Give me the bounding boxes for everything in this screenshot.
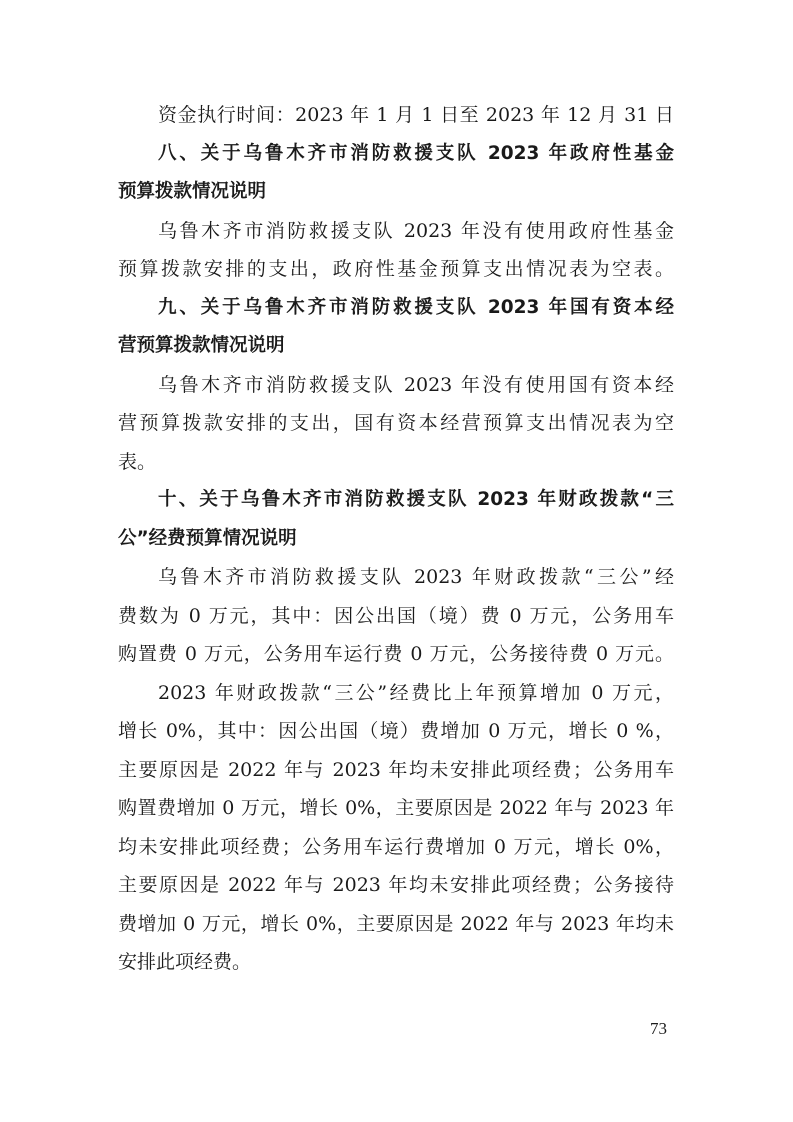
body-text-line: 购置费 0 万元，公务用车运行费 0 万元，公务接待费 0 万元。 <box>118 643 674 665</box>
body-text-line: 均未安排此项经费；公务用车运行费增加 0 万元，增长 0%， <box>118 835 674 858</box>
body-text-line: 乌鲁木齐市消防救援支队 2023 年财政拨款“三公”经 <box>158 566 674 588</box>
body-text-line: 乌鲁木齐市消防救援支队 2023 年没有使用政府性基金 <box>158 219 674 242</box>
body-text-line: 增长 0%，其中：因公出国（境）费增加 0 万元，增长 0 %， <box>118 720 674 742</box>
body-text-line: 资金执行时间：2023 年 1 月 1 日至 2023 年 12 月 31 日 <box>158 104 674 126</box>
section-heading-line: 八、关于乌鲁木齐市消防救援支队 2023 年政府性基金 <box>158 142 674 164</box>
page-number: 73 <box>650 1019 667 1038</box>
body-text-line: 主要原因是 2022 年与 2023 年均未安排此项经费；公务用车 <box>118 758 674 781</box>
body-text-line: 营预算拨款安排的支出，国有资本经营预算支出情况表为空 <box>118 412 674 434</box>
section-heading-line: 公”经费预算情况说明 <box>118 527 297 549</box>
section-heading-line: 预算拨款情况说明 <box>118 181 267 202</box>
body-text-line: 安排此项经费。 <box>118 951 252 973</box>
body-text-line: 2023 年财政拨款“三公”经费比上年预算增加 0 万元， <box>158 681 674 704</box>
body-text-line: 费增加 0 万元，增长 0%，主要原因是 2022 年与 2023 年均未 <box>118 912 674 935</box>
section-heading-line: 十、关于乌鲁木齐市消防救援支队 2023 年财政拨款“三 <box>158 489 674 510</box>
body-text-line: 费数为 0 万元，其中：因公出国（境）费 0 万元，公务用车 <box>118 604 674 627</box>
body-text-line: 预算拨款安排的支出，政府性基金预算支出情况表为空表。 <box>118 258 674 280</box>
body-text-line: 主要原因是 2022 年与 2023 年均未安排此项经费；公务接待 <box>118 874 674 896</box>
section-heading-line: 九、关于乌鲁木齐市消防救援支队 2023 年国有资本经 <box>158 296 674 318</box>
body-text-line: 购置费增加 0 万元，增长 0%，主要原因是 2022 年与 2023 年 <box>118 797 674 819</box>
section-heading-line: 营预算拨款情况说明 <box>118 335 285 356</box>
body-text-line: 表。 <box>118 450 157 473</box>
body-text-line: 乌鲁木齐市消防救援支队 2023 年没有使用国有资本经 <box>158 373 674 396</box>
document-page <box>118 96 674 982</box>
